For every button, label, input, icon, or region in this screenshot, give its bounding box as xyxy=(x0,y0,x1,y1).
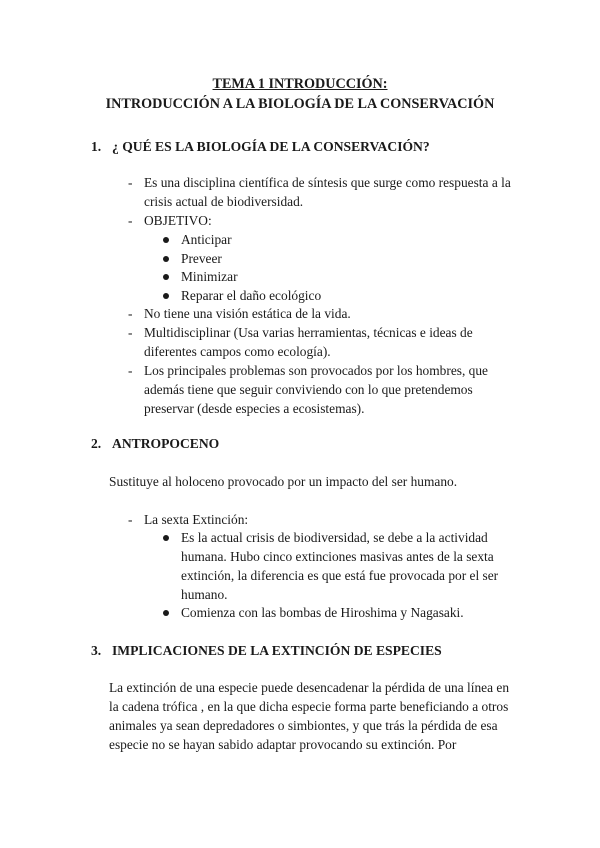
dash-marker: - xyxy=(128,306,133,321)
document-subtitle: INTRODUCCIÓN A LA BIOLOGÍA DE LA CONSERVACIÓN xyxy=(105,96,495,112)
document-title: TEMA 1 INTRODUCCIÓN: xyxy=(212,76,388,92)
bullet-dot xyxy=(163,237,169,243)
section-title: ANTROPOCENO xyxy=(112,436,220,451)
section-number: 2. xyxy=(91,436,102,451)
section-title: ¿ QUÉ ES LA BIOLOGÍA DE LA CONSERVACIÓN? xyxy=(112,139,430,154)
section-title: IMPLICACIONES DE LA EXTINCIÓN DE ESPECIES xyxy=(112,643,442,658)
section-number: 1. xyxy=(91,139,102,154)
paragraph: Sustituye al holoceno provocado por un impacto del ser humano. xyxy=(109,474,458,489)
dash-marker: - xyxy=(128,363,133,378)
list-item-text: La sexta Extinción: xyxy=(144,512,249,527)
list-item-text: Los principales problemas son provocados por los hombres, que además tiene que seguir conviviendo con lo que pretendemos preservar (desde especies a ecosistemas). xyxy=(144,363,488,416)
dash-marker: - xyxy=(128,213,133,228)
sub-bullet-text: Comienza con las bombas de Hiroshima y Nagasaki. xyxy=(181,605,464,620)
list-item-text: Multidisciplinar (Usa varias herramientas, técnicas e ideas de diferentes campos como ecología). xyxy=(144,325,473,359)
objective-text: Minimizar xyxy=(181,269,238,284)
section-number: 3. xyxy=(91,643,102,658)
objective-text: Reparar el daño ecológico xyxy=(181,288,322,303)
list-item-text: OBJETIVO: xyxy=(144,213,212,228)
bullet-dot xyxy=(163,610,169,616)
bullet-dot xyxy=(163,293,169,299)
dash-marker: - xyxy=(128,175,133,190)
sub-bullet-text: Es la actual crisis de biodiversidad, se debe a la actividad humana. Hubo cinco extinciones masivas antes de la sexta extinción, la diferencia es que está fue provocada por el ser humano. xyxy=(181,530,499,602)
list-item-text: Es una disciplina científica de síntesis que surge como respuesta a la crisis actual de biodiversidad. xyxy=(144,175,511,209)
dash-marker: - xyxy=(128,325,133,340)
dash-marker: - xyxy=(128,512,133,527)
paragraph: La extinción de una especie puede desencadenar la pérdida de una línea en la cadena trófica , en la que dicha especie forma parte beneficiando a otros animales ya sean depredadores o simbiontes, y que trás la pérdida de esa especie no se hayan sabido adaptar provocando su extinción. Por xyxy=(109,680,510,752)
bullet-dot xyxy=(163,256,169,262)
list-item-text: No tiene una visión estática de la vida. xyxy=(144,306,351,321)
objective-text: Preveer xyxy=(181,251,222,266)
objective-text: Anticipar xyxy=(181,232,232,247)
bullet-dot xyxy=(163,535,169,541)
bullet-dot xyxy=(163,274,169,280)
